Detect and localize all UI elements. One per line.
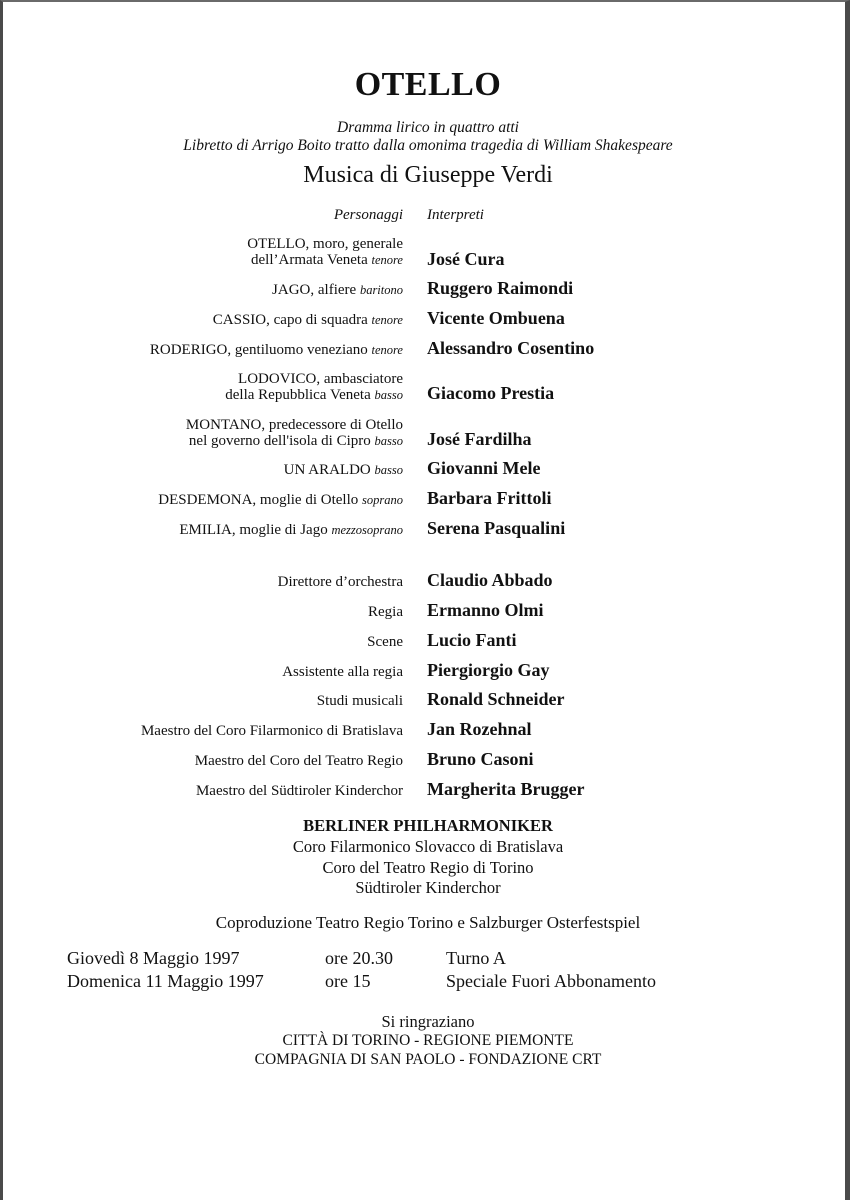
voice-type: basso [374, 434, 403, 448]
voice-type: baritono [359, 283, 403, 297]
staff-role: Assistente alla regia [282, 664, 403, 680]
character-line: dell’Armata Veneta [251, 252, 368, 268]
performer-name: Giovanni Mele [427, 458, 541, 478]
opera-subtitle: Dramma lirico in quattro atti [337, 119, 519, 136]
character-line: UN ARALDO [283, 462, 371, 478]
cast-row [3, 249, 850, 272]
cast-row [3, 518, 850, 542]
character-name [213, 312, 403, 329]
staff-role: Regia [368, 604, 403, 620]
opera-title: OTELLO [354, 66, 502, 103]
voice-type: tenore [371, 253, 403, 267]
performance-time: ore 15 [325, 971, 371, 991]
choir-name: Coro Filarmonico Slovacco di Bratislava [292, 837, 564, 856]
performer-name: Barbara Frittoli [427, 488, 552, 508]
staff-role: Maestro del Coro Filarmonico di Bratislava [140, 723, 403, 739]
cast-row [3, 383, 850, 407]
performance-date: Domenica 11 Maggio 1997 [67, 971, 264, 991]
composer-credit: Musica di Giuseppe Verdi [303, 162, 553, 188]
staff-name: Bruno Casoni [427, 749, 534, 769]
voice-type: tenore [371, 343, 403, 357]
cast-row [3, 338, 850, 362]
staff-row [3, 749, 850, 773]
character-line: DESDEMONA, moglie di Otello [158, 492, 359, 508]
performer-name: José Fardilha [427, 429, 532, 449]
characters-header: Personaggi [333, 207, 403, 223]
character-name [179, 522, 403, 539]
character-name [284, 462, 403, 479]
orchestra-name: BERLINER PHILHARMONIKER [303, 816, 553, 835]
thanks-intro: Si ringraziano [381, 1012, 475, 1031]
voice-type: basso [374, 388, 403, 402]
staff-row [3, 719, 850, 743]
thanks-line: COMPAGNIA DI SAN PAOLO - FONDAZIONE CRT [254, 1051, 602, 1068]
staff-name: Ronald Schneider [427, 689, 565, 709]
character-line: JAGO, alfiere [272, 282, 357, 298]
choir-name: Coro del Teatro Regio di Torino [322, 858, 534, 877]
staff-name: Piergiorgio Gay [427, 660, 550, 680]
staff-name: Margherita Brugger [427, 779, 585, 799]
cast-row [3, 308, 850, 332]
performer-name: Ruggero Raimondi [427, 278, 574, 298]
staff-row [3, 660, 850, 684]
staff-role: Maestro del Coro del Teatro Regio [194, 753, 403, 769]
thanks-line: CITTÀ DI TORINO - REGIONE PIEMONTE [282, 1032, 574, 1049]
character-line: nel governo dell'isola di Cipro [188, 433, 371, 449]
coproduction-note: Coproduzione Teatro Regio Torino e Salzburger Osterfestspiel [215, 913, 641, 932]
performance-time: ore 20.30 [325, 948, 393, 968]
character-name [150, 342, 403, 359]
character-name [158, 492, 403, 509]
character-description: MONTANO, predecessore di Otello [185, 417, 403, 433]
cast-row [3, 488, 850, 512]
performers-header: Interpreti [427, 207, 484, 223]
character-line: RODERIGO, gentiluomo veneziano [149, 342, 368, 358]
performer-name: Serena Pasqualini [427, 518, 566, 538]
performer-name: Vicente Ombuena [427, 308, 565, 328]
character-description: OTELLO, moro, generale [247, 236, 403, 252]
cast-row [3, 429, 850, 453]
voice-type: mezzosoprano [331, 523, 403, 537]
staff-name: Claudio Abbado [427, 570, 553, 590]
character-description: LODOVICO, ambasciatore [238, 371, 403, 387]
staff-name: Lucio Fanti [427, 630, 517, 650]
performance-date: Giovedì 8 Maggio 1997 [67, 948, 240, 968]
performance-series: Turno A [446, 948, 506, 968]
staff-name: Jan Rozehnal [427, 719, 532, 739]
staff-row [3, 630, 850, 654]
voice-type: soprano [362, 493, 403, 507]
cast-row [3, 458, 850, 482]
performance-series: Speciale Fuori Abbonamento [446, 971, 656, 991]
character-name [225, 387, 403, 404]
voice-type: tenore [371, 313, 403, 327]
libretto-credit: Libretto di Arrigo Boito tratto dalla omonima tragedia di William Shakespeare [183, 137, 673, 154]
character-name [251, 252, 403, 269]
staff-row [3, 570, 850, 594]
staff-role: Scene [367, 634, 403, 650]
staff-row [3, 779, 850, 803]
character-line: EMILIA, moglie di Jago [179, 522, 328, 538]
character-name [272, 282, 403, 299]
performer-name: José Cura [427, 249, 505, 269]
character-line: CASSIO, capo di squadra [212, 312, 368, 328]
character-line: della Repubblica Veneta [225, 387, 371, 403]
performer-name: Alessandro Cosentino [427, 338, 595, 358]
choir-name: Südtiroler Kinderchor [355, 878, 501, 897]
cast-header [3, 207, 850, 227]
voice-type: basso [374, 463, 403, 477]
staff-role: Maestro del Südtiroler Kinderchor [195, 783, 403, 799]
cast-row [3, 278, 850, 302]
staff-role: Direttore d’orchestra [277, 574, 403, 590]
performer-name: Giacomo Prestia [427, 383, 555, 403]
character-name [189, 433, 403, 450]
staff-row [3, 600, 850, 624]
staff-row [3, 689, 850, 713]
staff-name: Ermanno Olmi [427, 600, 544, 620]
staff-role: Studi musicali [316, 693, 403, 709]
